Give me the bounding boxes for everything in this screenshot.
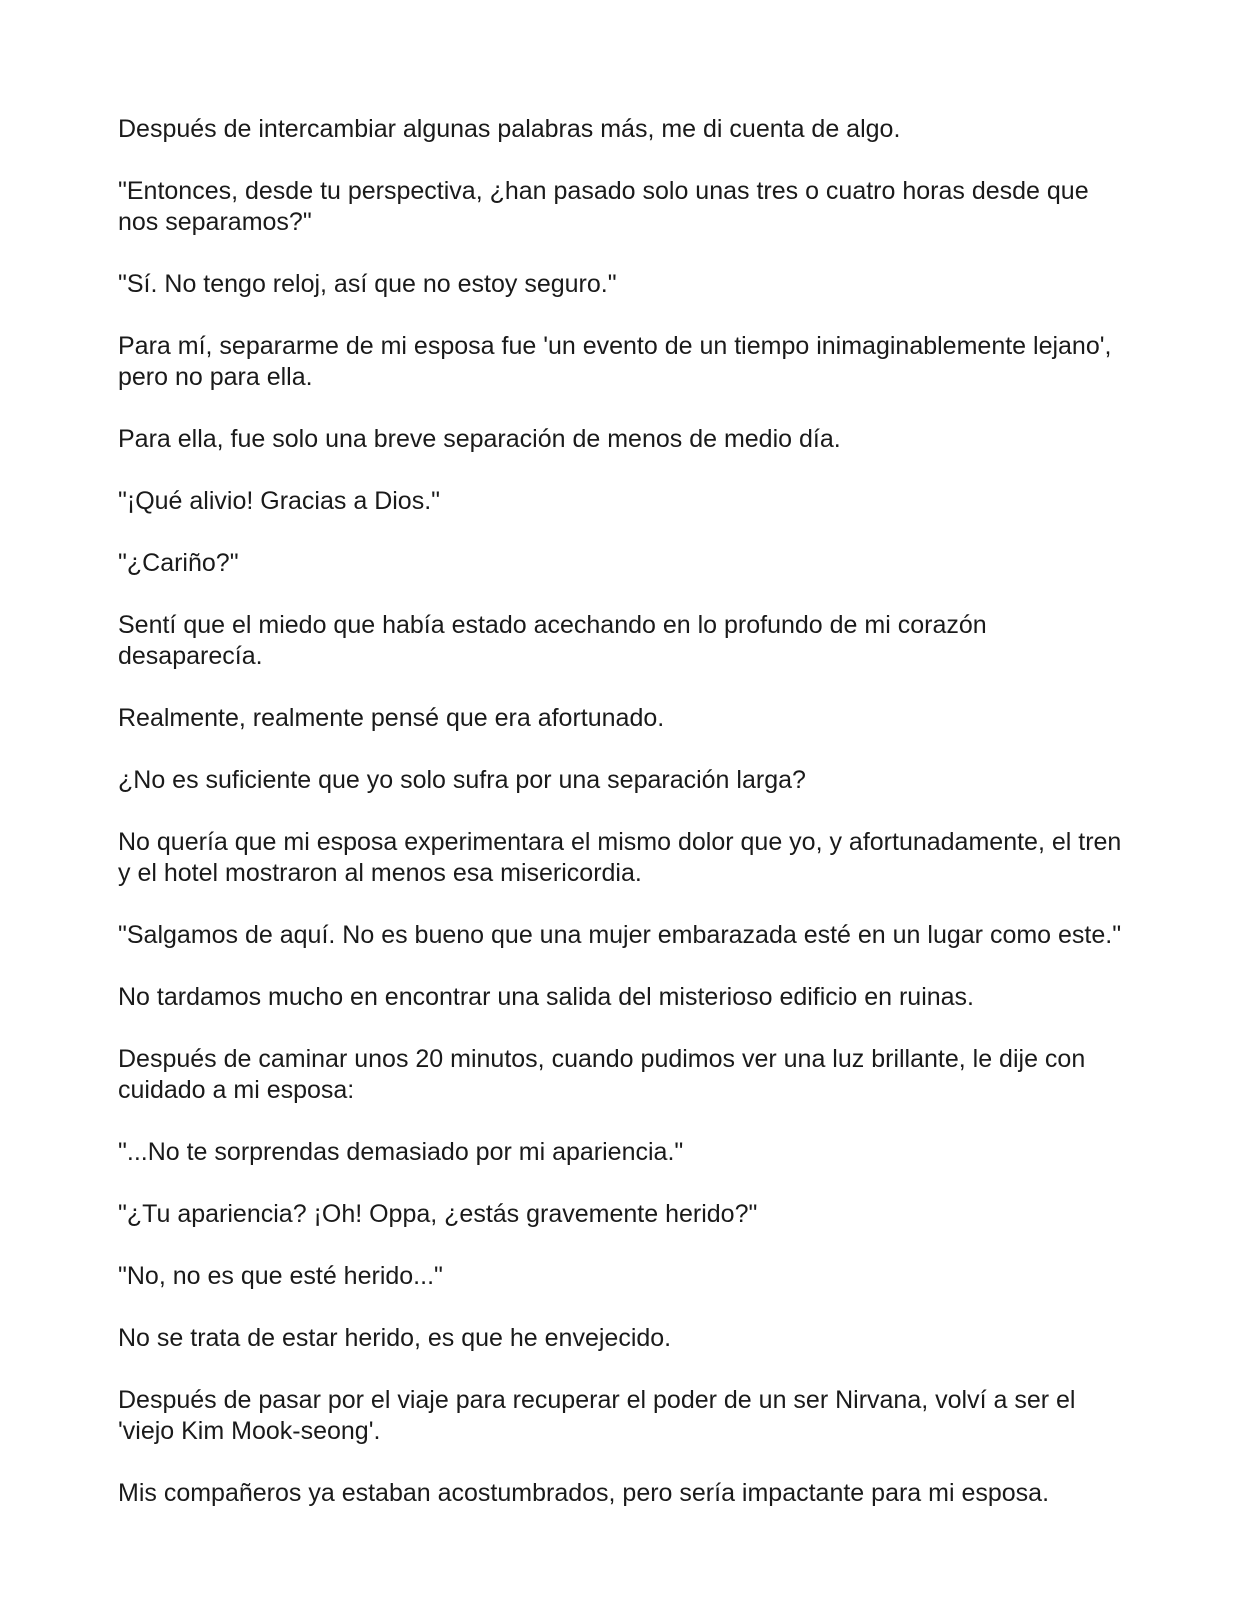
paragraph: "¿Tu apariencia? ¡Oh! Oppa, ¿estás gravemente herido?"	[118, 1200, 758, 1228]
paragraph: Después de caminar unos 20 minutos, cuando pudimos ver una luz brillante, le dije con cuidado a mi esposa:	[118, 1045, 1086, 1104]
paragraph: "Entonces, desde tu perspectiva, ¿han pasado solo unas tres o cuatro horas desde que nos separamos?"	[118, 177, 1089, 236]
paragraph: "Salgamos de aquí. No es bueno que una mujer embarazada esté en un lugar como este."	[118, 921, 1122, 949]
paragraph: No se trata de estar herido, es que he envejecido.	[118, 1324, 672, 1352]
paragraph: No tardamos mucho en encontrar una salida del misterioso edificio en ruinas.	[118, 983, 975, 1011]
paragraph: "...No te sorprendas demasiado por mi apariencia."	[118, 1138, 684, 1166]
paragraph: Sentí que el miedo que había estado acechando en lo profundo de mi corazón desaparecía.	[118, 611, 987, 670]
paragraph: "Sí. No tengo reloj, así que no estoy seguro."	[118, 270, 617, 298]
paragraph: Después de intercambiar algunas palabras más, me di cuenta de algo.	[118, 115, 901, 143]
paragraph: No quería que mi esposa experimentara el mismo dolor que yo, y afortunadamente, el tren y el hotel mostraron al menos esa misericordia.	[118, 828, 1122, 887]
paragraph: Para ella, fue solo una breve separación de menos de medio día.	[118, 425, 841, 453]
paragraph: Para mí, separarme de mi esposa fue 'un evento de un tiempo inimaginablemente lejano', pero no para ella.	[118, 332, 1112, 391]
document-body	[118, 114, 1128, 1540]
paragraph: "¿Cariño?"	[118, 549, 239, 577]
paragraph: "¡Qué alivio! Gracias a Dios."	[118, 487, 441, 515]
paragraph: Después de pasar por el viaje para recuperar el poder de un ser Nirvana, volví a ser el 'viejo Kim Mook-seong'.	[118, 1386, 1076, 1445]
paragraph: Mis compañeros ya estaban acostumbrados, pero sería impactante para mi esposa.	[118, 1479, 1050, 1507]
paragraph: ¿No es suficiente que yo solo sufra por una separación larga?	[118, 766, 806, 794]
paragraph: "No, no es que esté herido..."	[118, 1262, 443, 1290]
paragraph: Realmente, realmente pensé que era afortunado.	[118, 704, 665, 732]
